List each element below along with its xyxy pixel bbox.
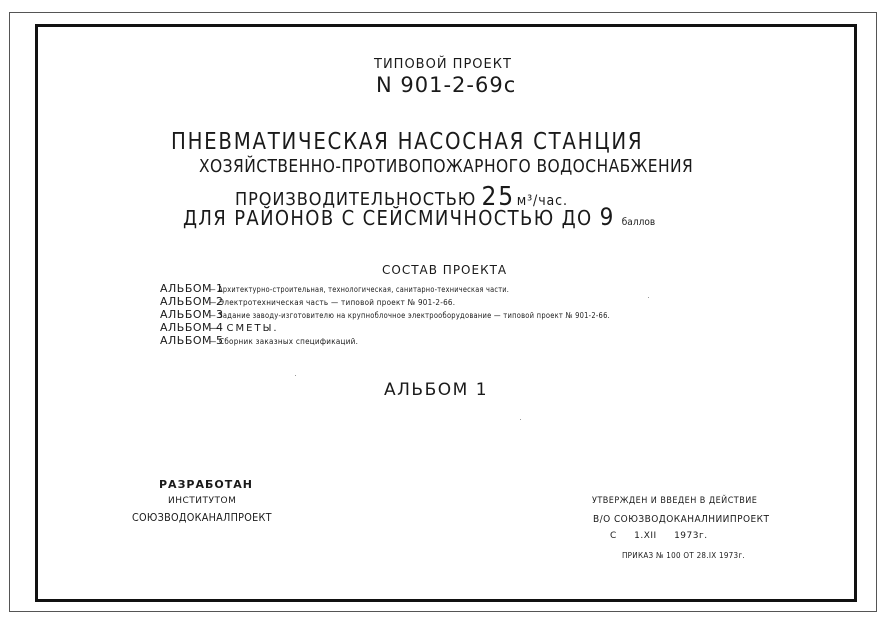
institute-name-text: СОЮЗВОДОКАНАЛПРОЕКТ: [132, 511, 272, 524]
album-list: [160, 283, 687, 348]
effective-date: С 1.XII 1973г.: [610, 531, 708, 541]
album-list-item: [160, 309, 687, 322]
institute-name: [132, 511, 291, 524]
album-label: АЛЬБОМ 4: [160, 321, 224, 334]
album-description: — Электротехническая часть — типовой проект № 901-2-66.: [209, 298, 456, 307]
project-type-label: ТИПОВОЙ ПРОЕКТ: [374, 57, 512, 72]
album-description: — Сборник заказных спецификаций.: [209, 337, 359, 346]
title-line-4: [183, 203, 708, 231]
album-list-item: [160, 322, 687, 335]
scan-speck: [648, 297, 649, 298]
order-reference-text: ПРИКАЗ № 100 ОТ 28.IX 1973г.: [622, 551, 746, 560]
album-label: АЛЬБОМ 1: [160, 282, 224, 295]
title-line-1-text: ПНЕВМАТИЧЕСКАЯ НАСОСНАЯ СТАНЦИЯ: [171, 129, 644, 155]
approving-organization: [593, 514, 789, 525]
album-description: — Архитектурно-строительная, технологическая, санитарно-техническая части.: [209, 285, 510, 294]
developed-by-label: РАЗРАБОТАН: [159, 478, 253, 491]
composition-heading: СОСТАВ ПРОЕКТА: [382, 263, 508, 277]
title-line-1: [171, 129, 720, 155]
capacity-unit: м³/час.: [516, 193, 568, 209]
album-title: АЛЬБОМ 1: [384, 380, 489, 400]
title-line-4-group: [183, 203, 655, 231]
capacity-value: 25: [481, 182, 515, 212]
scan-speck: [520, 419, 521, 420]
album-description: — Задание заводу-изготовителю на крупноблочное электрооборудование — типовой проект № 901-2-66.: [209, 311, 611, 320]
approving-organization-text: В/О СОЮЗВОДОКАНАЛНИИПРОЕКТ: [593, 514, 770, 525]
approval-statement-text: УТВЕРЖДЕН И ВВЕДЕН В ДЕЙСТВИЕ: [592, 496, 758, 506]
project-number: N 901-2-69с: [376, 73, 517, 97]
title-line-2: [199, 156, 774, 177]
title-line-2-text: ХОЗЯЙСТВЕННО-ПРОТИВОПОЖАРНОГО ВОДОСНАБЖЕНИЯ: [199, 156, 694, 177]
approval-statement: [592, 496, 776, 506]
album-list-item: [160, 283, 687, 296]
capacity-label: ПРОИЗВОДИТЕЛЬНОСТЬЮ: [235, 189, 477, 210]
album-description: — СМЕТЫ.: [209, 323, 279, 334]
institute-label: ИНСТИТУТОМ: [168, 496, 237, 506]
seismic-value: 9: [599, 203, 615, 231]
seismic-label: ДЛЯ РАЙОНОВ С СЕЙСМИЧНОСТЬЮ ДО: [183, 206, 593, 230]
album-label: АЛЬБОМ 2: [160, 295, 224, 308]
scan-speck: [295, 375, 296, 376]
album-label: АЛЬБОМ 5: [160, 334, 224, 347]
album-label: АЛЬБОМ 3: [160, 308, 224, 321]
album-list-item: [160, 296, 687, 309]
seismic-unit: баллов: [621, 217, 656, 228]
order-reference: [622, 551, 759, 560]
album-list-item: [160, 335, 687, 348]
